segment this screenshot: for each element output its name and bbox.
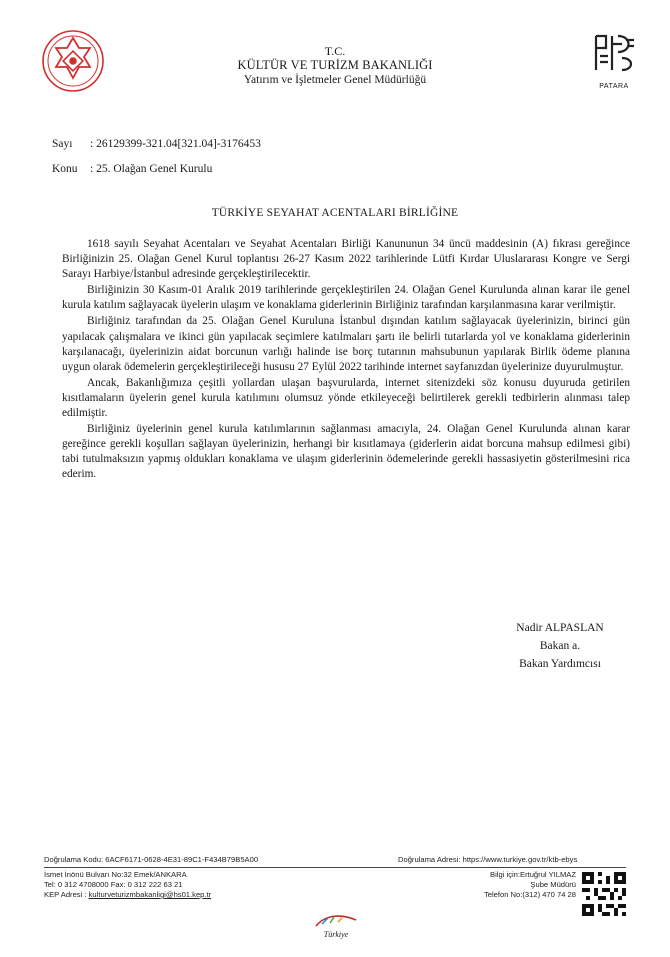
konu-value: : 25. Olağan Genel Kurulu [90,163,213,175]
kep-label: KEP Adresi : [44,890,87,899]
qr-code-icon [582,872,626,916]
konu-label: Konu [52,163,78,175]
letterhead-ministry: KÜLTÜR VE TURİZM BAKANLIĞI [237,58,433,72]
ministry-address: İsmet İnönü Bulvarı No:32 Emek/ANKARA [44,870,187,879]
verification-address-label: Doğrulama Adresi: [398,855,461,864]
ministry-tel-fax: Tel: 0 312 4708000 Fax: 0 312 222 63 21 [44,880,183,889]
verification-code-label: Doğrulama Kodu: [44,855,104,864]
paragraph-1: 1618 sayılı Seyahat Acentaları ve Seyahat Acentaları Birliği Kanununun 34 üncü maddesinin (A) fıkrası gereğince Birliğinizin 25. Olağan Genel Kurul toplantısı 26-27 Kasım 2022 tarihlerinde Lütfi Kırdar Uluslararası Kongre ve Sergi Sarayı Harbiye/İstanbul adresinde gerçekleştirilecektir. [62,238,630,281]
turkiye-brand-logo [312,912,360,942]
document-number-row [52,137,261,151]
contact-person-phone: Telefon No:(312) 470 74 28 [483,890,576,899]
letterhead-tc: T.C. [324,44,346,58]
kep-address-link[interactable]: kulturveturizmbakanligi@hs01.kep.tr [88,890,212,899]
ministry-contact [44,870,211,900]
sayi-value: : 26129399-321.04[321.04]-3176453 [90,138,261,150]
letterhead-department: Yatırım ve İşletmeler Genel Müdürlüğü [243,74,427,86]
paragraph-5: Birliğiniz üyelerinin genel kurula katılımlarının sağlanması amacıyla, 24. Olağan Genel Kurulunda alınan karar gereğince gerekli koşulları sağlayan üyelerinizin, herhangi bir kısıtlamaya (giderlerin aidat borcuna mahsup edilmesi gibi) tabi tutulmaksızın yapmış oldukları konaklama ve ulaşım giderlerinin ödemelerinde gerekli hassasiyetin gösterilmesini rica ederim. [62,423,630,481]
letter-body [62,237,630,484]
verification-address [398,855,577,865]
signatory-title-1: Bakan a. [539,640,581,652]
contact-person [430,870,576,900]
signatory-title-2: Bakan Yardımcısı [519,658,601,670]
footer-divider [44,867,626,868]
patara-logo [588,30,640,96]
recipient-line: TÜRKİYE SEYAHAT ACENTALARI BİRLİĞİNE [211,207,459,219]
contact-person-name: Bilgi için:Ertuğrul YILMAZ [490,870,576,879]
ministry-emblem-logo [40,28,106,94]
signature-block [490,619,630,673]
contact-person-title: Şube Müdürü [530,880,576,889]
subject-row [52,162,212,176]
verification-address-link[interactable]: https://www.turkiye.gov.tr/ktb-ebys [462,855,578,864]
paragraph-4: Ancak, Bakanlığımıza çeşitli yollardan ulaşan başvurularda, internet sitenizdeki söz konusu duyuruda getirilen kısıtlamaların üyelerin genel kurula katılımını olumsuz yönde etkileyeceği belirtilerek gerekli tedbirlerin alınması talep edilmiştir. [62,376,630,420]
patara-logo-text: PATARA [599,83,629,90]
verification-code-value: 6ACF6171-0628-4E31-89C1-F434B79B5A00 [105,855,259,864]
turkiye-brand-text: Türkiye [323,930,349,939]
signatory-name: Nadir ALPASLAN [516,622,604,634]
paragraph-3: Birliğiniz tarafından da 25. Olağan Genel Kuruluna İstanbul dışından katılım sağlayacak üyelerinizin, birinci gün yapılacak çalışmalara ve ikinci gün yapılacak seçimlere katılmaları şartı ile belirli tutarlarda yol ve konaklama giderlerinin karşılanacağı, üyelerinizin aidat borcunun varlığı halinde ise borç tutarının mahsubunun yapılarak Birlik ödeme planına uygun olarak ödemelerin gerçekleştirileceği hususu 27 Eylül 2022 tarihinde internet sayfanızdan üyelerinize duyurulmuştur. [62,315,630,373]
sayi-label: Sayı [52,138,73,150]
kep-row [44,890,211,900]
verification-code [44,855,258,865]
paragraph-2: Birliğinizin 30 Kasım-01 Aralık 2019 tarihlerinde gerçekleştirilen 24. Olağan Genel Kurulunda alınan karar ile genel kurula katılım sağlayacak üyelerin ulaşım ve konaklama giderlerinin Birliğiniz tarafından karşılanmasına karar verilmiştir. [62,284,630,312]
letterhead [150,44,520,87]
